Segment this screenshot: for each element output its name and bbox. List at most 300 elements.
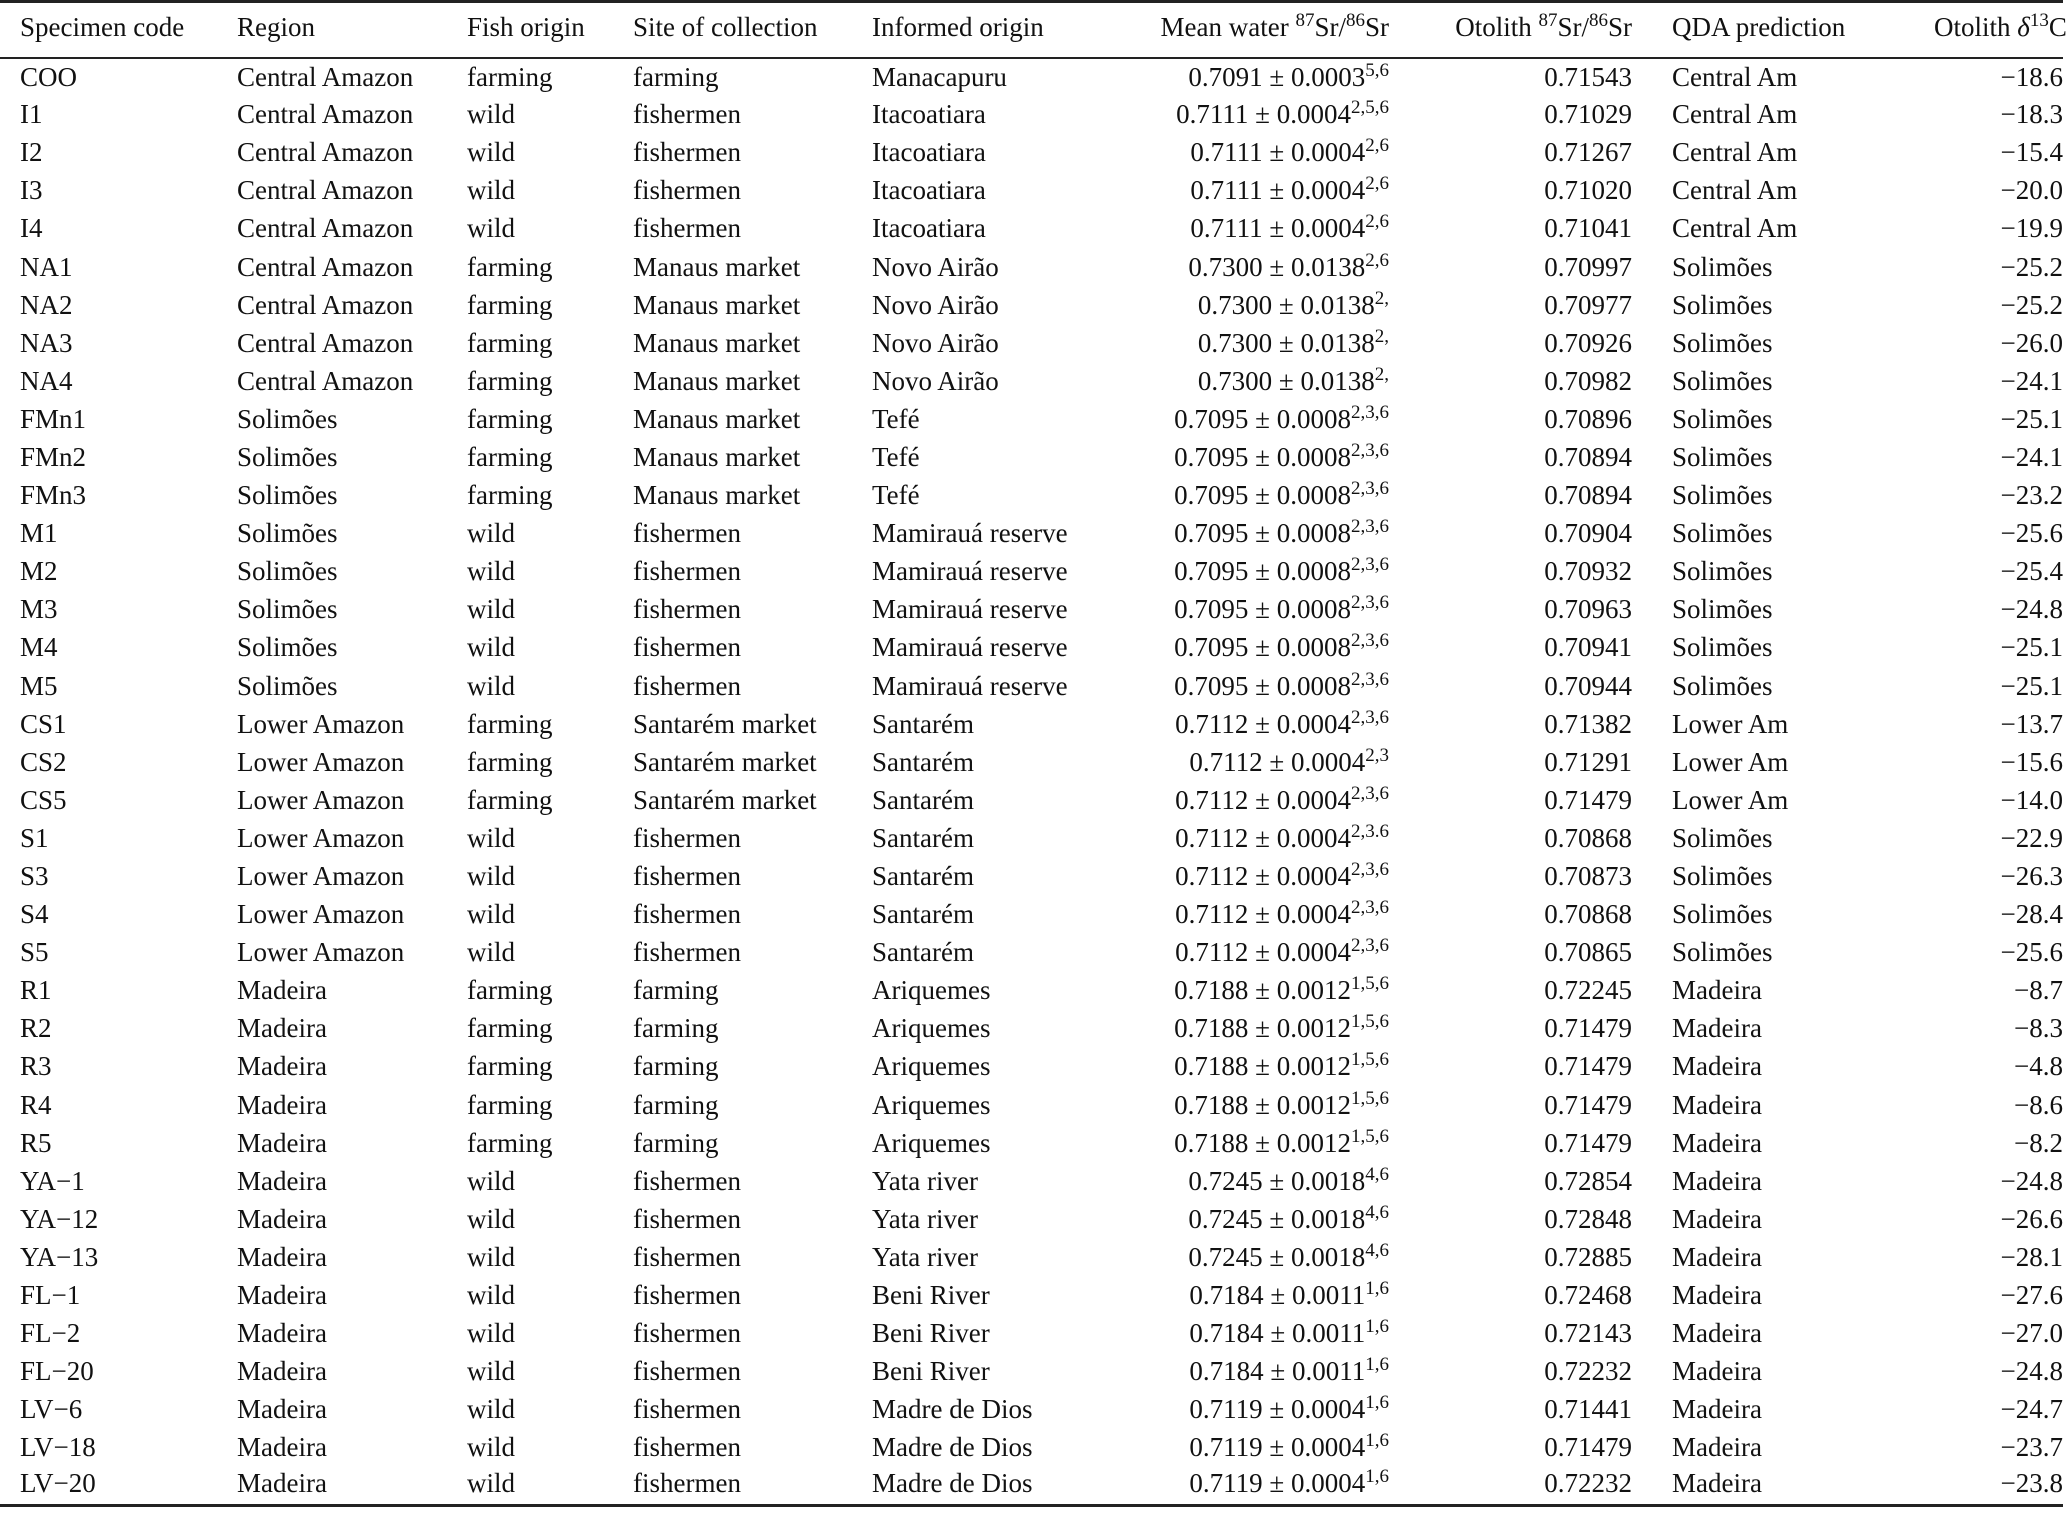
table-row xyxy=(0,705,2063,743)
cell-mean-water-value: 0.7095 ± 0.0008 xyxy=(1174,556,1351,587)
cell-specimen-code: FMn3 xyxy=(20,480,87,511)
cell-otolith-d13c: −25.2 xyxy=(2000,251,2063,282)
cell-qda-prediction: Solimões xyxy=(1672,403,1773,434)
cell-spacer xyxy=(1632,1124,1672,1162)
table-row xyxy=(0,1048,2063,1086)
cell-informed-origin: Yata river xyxy=(872,1241,978,1272)
cell-otolith-d13c: −25.6 xyxy=(2000,937,2063,968)
cell-region: Solimões xyxy=(237,480,338,511)
cell-site-of-collection: Manaus market xyxy=(633,327,801,358)
cell-mean-water-value: 0.7188 ± 0.0012 xyxy=(1174,1089,1351,1120)
cell-region: Central Amazon xyxy=(237,327,414,358)
cell-otolith-d13c: −15.6 xyxy=(2000,746,2063,777)
cell-mean-water-sr xyxy=(1084,1238,1389,1276)
cell-reference-superscript: 2,3,6 xyxy=(1351,706,1389,728)
cell-qda-prediction: Solimões xyxy=(1672,594,1773,625)
cell-reference-superscript: 2,3,6 xyxy=(1351,439,1389,461)
cell-region: Central Amazon xyxy=(237,99,414,130)
cell-fish-origin: wild xyxy=(467,1241,516,1272)
cell-qda-prediction: Solimões xyxy=(1672,365,1773,396)
cell-mean-water-value: 0.7095 ± 0.0008 xyxy=(1174,403,1351,434)
cell-spacer xyxy=(1632,743,1672,781)
cell-site-of-collection: farming xyxy=(633,1127,719,1158)
cell-region: Lower Amazon xyxy=(237,708,405,739)
cell-otolith-sr: 0.70932 xyxy=(1544,556,1632,587)
cell-spacer xyxy=(1632,248,1672,286)
header-otolith-sr-b: Sr xyxy=(1607,12,1632,43)
table-row xyxy=(0,1200,2063,1238)
table-row xyxy=(0,58,2063,96)
header-mean-water-sr xyxy=(1084,2,1389,58)
cell-mean-water-value: 0.7184 ± 0.0011 xyxy=(1189,1280,1366,1311)
cell-mean-water-sr xyxy=(1084,934,1389,972)
cell-qda-prediction: Madeira xyxy=(1672,1467,1934,1505)
cell-region: Madeira xyxy=(237,1356,327,1387)
cell-region: Madeira xyxy=(237,1394,327,1425)
cell-otolith-sr: 0.70865 xyxy=(1544,937,1632,968)
cell-spacer xyxy=(1632,591,1672,629)
cell-spacer xyxy=(1632,1353,1672,1391)
table-row xyxy=(0,286,2063,324)
cell-site-of-collection: farming xyxy=(633,1051,719,1082)
cell-specimen-code: I4 xyxy=(20,213,43,244)
cell-qda-prediction: Solimões xyxy=(1672,632,1773,663)
cell-informed-origin: Itacoatiara xyxy=(872,137,986,168)
cell-specimen-code: M1 xyxy=(20,518,58,549)
cell-specimen-code: LV−18 xyxy=(20,1432,96,1463)
cell-otolith-sr: 0.71543 xyxy=(1544,61,1632,92)
cell-spacer xyxy=(1632,1048,1672,1086)
cell-reference-superscript: 2, xyxy=(1374,325,1389,347)
cell-mean-water-sr xyxy=(1084,629,1389,667)
header-region: Region xyxy=(237,2,467,58)
cell-site-of-collection: fishermen xyxy=(633,861,741,892)
table-row xyxy=(0,1429,2063,1467)
cell-reference-superscript: 1,6 xyxy=(1365,1430,1389,1452)
cell-mean-water-sr xyxy=(1084,819,1389,857)
cell-spacer xyxy=(1632,896,1672,934)
cell-otolith-d13c: −25.4 xyxy=(2000,556,2063,587)
cell-informed-origin: Ariquemes xyxy=(872,975,991,1006)
cell-spacer xyxy=(1632,1162,1672,1200)
table-row xyxy=(0,134,2063,172)
cell-fish-origin: farming xyxy=(467,365,553,396)
cell-mean-water-sr xyxy=(1084,705,1389,743)
cell-mean-water-value: 0.7112 ± 0.0004 xyxy=(1189,746,1366,777)
cell-spacer xyxy=(1632,134,1672,172)
cell-fish-origin: wild xyxy=(467,213,516,244)
cell-otolith-d13c: −23.8 xyxy=(1934,1467,2063,1505)
cell-mean-water-sr xyxy=(1084,134,1389,172)
cell-region: Madeira xyxy=(237,975,327,1006)
cell-informed-origin: Mamirauá reserve xyxy=(872,594,1068,625)
cell-mean-water-value: 0.7245 ± 0.0018 xyxy=(1188,1165,1366,1196)
cell-mean-water-sr xyxy=(1084,1429,1389,1467)
header-fish-origin: Fish origin xyxy=(467,2,633,58)
cell-informed-origin: Yata river xyxy=(872,1165,978,1196)
table-row xyxy=(0,438,2063,476)
cell-region: Lower Amazon xyxy=(237,861,405,892)
cell-qda-prediction: Madeira xyxy=(1672,1356,1762,1387)
cell-mean-water-value: 0.7095 ± 0.0008 xyxy=(1174,441,1351,472)
header-otolith-sr-a: Sr/ xyxy=(1557,12,1589,43)
cell-informed-origin: Tefé xyxy=(872,403,920,434)
cell-fish-origin: farming xyxy=(467,784,553,815)
cell-spacer xyxy=(1632,819,1672,857)
cell-mean-water-sr xyxy=(1084,477,1389,515)
cell-otolith-d13c: −24.8 xyxy=(2000,594,2063,625)
cell-spacer xyxy=(1632,1315,1672,1353)
cell-site-of-collection: Manaus market xyxy=(633,289,801,320)
cell-fish-origin: wild xyxy=(467,137,516,168)
cell-mean-water-value: 0.7300 ± 0.0138 xyxy=(1197,289,1375,320)
cell-otolith-sr: 0.72245 xyxy=(1544,975,1632,1006)
cell-fish-origin: farming xyxy=(467,403,553,434)
cell-region: Solimões xyxy=(237,518,338,549)
cell-reference-superscript: 1,5,6 xyxy=(1351,973,1389,995)
cell-fish-origin: farming xyxy=(467,708,553,739)
cell-site-of-collection: farming xyxy=(633,1089,719,1120)
cell-informed-origin: Yata river xyxy=(872,1203,978,1234)
header-otolith-sr xyxy=(1389,2,1632,58)
cell-otolith-d13c: −28.4 xyxy=(2000,899,2063,930)
cell-mean-water-value: 0.7245 ± 0.0018 xyxy=(1188,1203,1366,1234)
cell-qda-prediction: Solimões xyxy=(1672,556,1773,587)
cell-otolith-sr: 0.70941 xyxy=(1544,632,1632,663)
cell-qda-prediction: Solimões xyxy=(1672,899,1773,930)
header-c: C xyxy=(2048,12,2067,43)
cell-fish-origin: wild xyxy=(467,556,516,587)
header-otolith-sup-86: 86 xyxy=(1588,10,1608,32)
table-row xyxy=(0,172,2063,210)
cell-informed-origin: Ariquemes xyxy=(872,1089,991,1120)
cell-qda-prediction: Solimões xyxy=(1672,937,1773,968)
cell-otolith-d13c: −8.3 xyxy=(2014,1013,2063,1044)
cell-qda-prediction: Solimões xyxy=(1672,289,1773,320)
cell-fish-origin: wild xyxy=(467,632,516,663)
header-sr-a: Sr/ xyxy=(1314,12,1346,43)
cell-specimen-code: I1 xyxy=(20,99,43,130)
cell-site-of-collection: fishermen xyxy=(633,1432,741,1463)
cell-specimen-code: LV−20 xyxy=(0,1467,237,1505)
cell-qda-prediction: Madeira xyxy=(1672,1051,1762,1082)
cell-region: Madeira xyxy=(237,1467,467,1505)
cell-otolith-d13c: −22.9 xyxy=(2000,822,2063,853)
header-sup-13: 13 xyxy=(2029,10,2049,32)
cell-otolith-d13c: −25.1 xyxy=(2000,670,2063,701)
cell-qda-prediction: Central Am xyxy=(1672,137,1798,168)
table-row xyxy=(0,819,2063,857)
cell-mean-water-sr xyxy=(1084,324,1389,362)
cell-otolith-sr: 0.72468 xyxy=(1544,1280,1632,1311)
cell-site-of-collection: Manaus market xyxy=(633,365,801,396)
cell-mean-water-sr xyxy=(1084,591,1389,629)
cell-informed-origin: Novo Airão xyxy=(872,365,999,396)
cell-reference-superscript: 2,3,6 xyxy=(1351,516,1389,538)
cell-site-of-collection: fishermen xyxy=(633,213,741,244)
header-sup-86: 86 xyxy=(1345,10,1365,32)
cell-specimen-code: FMn2 xyxy=(20,441,87,472)
cell-fish-origin: wild xyxy=(467,937,516,968)
cell-otolith-sr: 0.70896 xyxy=(1544,403,1632,434)
cell-reference-superscript: 2,3,6 xyxy=(1351,935,1389,957)
cell-fish-origin: farming xyxy=(467,327,553,358)
cell-mean-water-sr xyxy=(1084,58,1389,96)
cell-region: Lower Amazon xyxy=(237,937,405,968)
cell-informed-origin: Mamirauá reserve xyxy=(872,556,1068,587)
table-row xyxy=(0,743,2063,781)
cell-informed-origin: Beni River xyxy=(872,1280,990,1311)
cell-informed-origin: Novo Airão xyxy=(872,327,999,358)
cell-reference-superscript: 2,3,6 xyxy=(1351,782,1389,804)
cell-otolith-sr: 0.70926 xyxy=(1544,327,1632,358)
table-row xyxy=(0,553,2063,591)
cell-qda-prediction: Lower Am xyxy=(1672,746,1789,777)
cell-fish-origin: wild xyxy=(467,899,516,930)
cell-region: Madeira xyxy=(237,1280,327,1311)
cell-informed-origin: Novo Airão xyxy=(872,289,999,320)
cell-specimen-code: CS5 xyxy=(20,784,67,815)
table-row xyxy=(0,934,2063,972)
cell-mean-water-value: 0.7111 ± 0.0004 xyxy=(1190,213,1366,244)
cell-otolith-sr: 0.71382 xyxy=(1544,708,1632,739)
cell-otolith-d13c: −26.0 xyxy=(2000,327,2063,358)
cell-informed-origin: Tefé xyxy=(872,480,920,511)
cell-mean-water-value: 0.7184 ± 0.0011 xyxy=(1189,1356,1366,1387)
cell-reference-superscript: 1,5,6 xyxy=(1351,1011,1389,1033)
cell-qda-prediction: Central Am xyxy=(1672,213,1798,244)
cell-mean-water-value: 0.7112 ± 0.0004 xyxy=(1175,784,1351,815)
cell-qda-prediction: Solimões xyxy=(1672,518,1773,549)
cell-specimen-code: NA4 xyxy=(20,365,73,396)
cell-otolith-sr: 0.72848 xyxy=(1544,1203,1632,1234)
cell-qda-prediction: Madeira xyxy=(1672,1280,1762,1311)
cell-region: Central Amazon xyxy=(237,251,414,282)
header-row xyxy=(0,2,2063,58)
cell-informed-origin: Madre de Dios xyxy=(872,1394,1033,1425)
cell-spacer xyxy=(1632,324,1672,362)
cell-spacer xyxy=(1632,781,1672,819)
header-informed-origin: Informed origin xyxy=(872,2,1084,58)
cell-region: Solimões xyxy=(237,594,338,625)
cell-reference-superscript: 2, xyxy=(1374,287,1389,309)
cell-informed-origin: Madre de Dios xyxy=(872,1432,1033,1463)
header-d13c-label: Otolith xyxy=(1934,12,2018,43)
cell-region: Madeira xyxy=(237,1203,327,1234)
cell-qda-prediction: Madeira xyxy=(1672,1241,1762,1272)
cell-spacer xyxy=(1632,1238,1672,1276)
cell-fish-origin: farming xyxy=(467,746,553,777)
cell-spacer xyxy=(1632,362,1672,400)
cell-otolith-d13c: −14.0 xyxy=(2000,784,2063,815)
cell-informed-origin: Santarém xyxy=(872,822,974,853)
cell-spacer xyxy=(1632,1467,1672,1505)
cell-qda-prediction: Solimões xyxy=(1672,822,1773,853)
cell-reference-superscript: 1,5,6 xyxy=(1351,1049,1389,1071)
cell-mean-water-sr xyxy=(1084,667,1389,705)
cell-spacer xyxy=(1632,477,1672,515)
cell-mean-water-value: 0.7300 ± 0.0138 xyxy=(1197,365,1375,396)
cell-fish-origin: wild xyxy=(467,1280,516,1311)
cell-fish-origin: farming xyxy=(467,480,553,511)
cell-mean-water-value: 0.7091 ± 0.0003 xyxy=(1188,61,1366,92)
cell-site-of-collection: farming xyxy=(633,61,719,92)
cell-fish-origin: wild xyxy=(467,670,516,701)
cell-spacer xyxy=(1632,210,1672,248)
cell-site-of-collection: fishermen xyxy=(633,632,741,663)
cell-mean-water-value: 0.7095 ± 0.0008 xyxy=(1174,594,1351,625)
cell-specimen-code: FL−2 xyxy=(20,1318,81,1349)
cell-site-of-collection: fishermen xyxy=(633,1165,741,1196)
cell-informed-origin: Ariquemes xyxy=(872,1013,991,1044)
cell-site-of-collection: farming xyxy=(633,975,719,1006)
cell-reference-superscript: 1,6 xyxy=(1365,1392,1389,1414)
cell-otolith-sr: 0.70868 xyxy=(1544,899,1632,930)
table-row xyxy=(0,896,2063,934)
cell-region: Lower Amazon xyxy=(237,746,405,777)
header-spacer xyxy=(1632,2,1672,58)
cell-qda-prediction: Lower Am xyxy=(1672,784,1789,815)
cell-otolith-d13c: −27.6 xyxy=(2000,1280,2063,1311)
cell-reference-superscript: 2,3 xyxy=(1365,744,1389,766)
cell-otolith-d13c: −23.2 xyxy=(2000,480,2063,511)
cell-otolith-sr: 0.72854 xyxy=(1544,1165,1632,1196)
cell-site-of-collection: Manaus market xyxy=(633,441,801,472)
cell-otolith-sr: 0.71020 xyxy=(1544,175,1632,206)
cell-otolith-d13c: −27.0 xyxy=(2000,1318,2063,1349)
cell-reference-superscript: 2,6 xyxy=(1365,211,1389,233)
cell-region: Madeira xyxy=(237,1127,327,1158)
cell-otolith-d13c: −8.2 xyxy=(2014,1127,2063,1158)
cell-informed-origin: Novo Airão xyxy=(872,251,999,282)
cell-reference-superscript: 1,6 xyxy=(1365,1354,1389,1376)
cell-fish-origin: wild xyxy=(467,518,516,549)
cell-otolith-sr: 0.71479 xyxy=(1544,1051,1632,1082)
cell-site-of-collection: fishermen xyxy=(633,99,741,130)
cell-mean-water-sr xyxy=(1084,1353,1389,1391)
cell-specimen-code: FMn1 xyxy=(20,403,87,434)
cell-spacer xyxy=(1632,400,1672,438)
table-row xyxy=(0,362,2063,400)
cell-region: Madeira xyxy=(237,1165,327,1196)
cell-fish-origin: farming xyxy=(467,1051,553,1082)
cell-fish-origin: wild xyxy=(467,861,516,892)
cell-otolith-d13c: −25.6 xyxy=(2000,518,2063,549)
cell-otolith-d13c: −18.6 xyxy=(2000,61,2063,92)
header-sr-b: Sr xyxy=(1364,12,1389,43)
cell-fish-origin: farming xyxy=(467,441,553,472)
cell-specimen-code: S3 xyxy=(20,861,49,892)
cell-fish-origin: farming xyxy=(467,1089,553,1120)
cell-mean-water-value: 0.7188 ± 0.0012 xyxy=(1174,1127,1351,1158)
cell-mean-water-sr xyxy=(1084,1086,1389,1124)
cell-qda-prediction: Madeira xyxy=(1672,1165,1762,1196)
cell-reference-superscript: 4,6 xyxy=(1365,1239,1389,1261)
cell-mean-water-value: 0.7300 ± 0.0138 xyxy=(1188,251,1366,282)
cell-site-of-collection: Santarém market xyxy=(633,784,817,815)
header-otolith-d13c xyxy=(1934,2,2067,58)
cell-qda-prediction: Lower Am xyxy=(1672,708,1789,739)
cell-otolith-d13c: −26.6 xyxy=(2000,1203,2063,1234)
cell-qda-prediction: Madeira xyxy=(1672,1318,1762,1349)
cell-otolith-sr: 0.70868 xyxy=(1544,822,1632,853)
cell-reference-superscript: 1,6 xyxy=(1365,1316,1389,1338)
header-delta-symbol: δ xyxy=(2017,12,2030,43)
cell-qda-prediction: Solimões xyxy=(1672,251,1773,282)
cell-mean-water-value: 0.7112 ± 0.0004 xyxy=(1175,937,1351,968)
cell-site-of-collection: fishermen xyxy=(633,1394,741,1425)
cell-qda-prediction: Madeira xyxy=(1672,1013,1762,1044)
cell-mean-water-value: 0.7095 ± 0.0008 xyxy=(1174,670,1351,701)
cell-mean-water-sr xyxy=(1084,857,1389,895)
cell-mean-water-sr xyxy=(1084,896,1389,934)
cell-spacer xyxy=(1632,438,1672,476)
table-row xyxy=(0,324,2063,362)
cell-site-of-collection: fishermen xyxy=(633,594,741,625)
cell-otolith-sr: 0.70873 xyxy=(1544,861,1632,892)
cell-site-of-collection: fishermen xyxy=(633,137,741,168)
cell-qda-prediction: Solimões xyxy=(1672,861,1773,892)
cell-informed-origin: Santarém xyxy=(872,784,974,815)
cell-spacer xyxy=(1632,629,1672,667)
cell-site-of-collection: fishermen xyxy=(633,556,741,587)
cell-site-of-collection: fishermen xyxy=(633,1203,741,1234)
cell-fish-origin: wild xyxy=(467,822,516,853)
cell-otolith-sr: 0.71267 xyxy=(1544,137,1632,168)
cell-fish-origin: wild xyxy=(467,1356,516,1387)
cell-informed-origin: Itacoatiara xyxy=(872,213,986,244)
cell-site-of-collection: fishermen xyxy=(633,1241,741,1272)
header-otolith-sup-87: 87 xyxy=(1538,10,1558,32)
cell-specimen-code: NA2 xyxy=(20,289,73,320)
cell-mean-water-value: 0.7095 ± 0.0008 xyxy=(1174,518,1351,549)
cell-otolith-sr: 0.70977 xyxy=(1544,289,1632,320)
cell-mean-water-value: 0.7184 ± 0.0011 xyxy=(1189,1318,1366,1349)
cell-mean-water-sr xyxy=(1084,1467,1389,1505)
cell-qda-prediction: Madeira xyxy=(1672,1127,1762,1158)
table-row xyxy=(0,781,2063,819)
cell-region: Central Amazon xyxy=(237,175,414,206)
cell-reference-superscript: 2,6 xyxy=(1365,249,1389,271)
table-row xyxy=(0,972,2063,1010)
table-row xyxy=(0,1315,2063,1353)
cell-reference-superscript: 2,3,6 xyxy=(1351,592,1389,614)
header-site-of-collection: Site of collection xyxy=(633,2,872,58)
cell-region: Lower Amazon xyxy=(237,899,405,930)
cell-otolith-sr: 0.72143 xyxy=(1544,1318,1632,1349)
cell-qda-prediction: Central Am xyxy=(1672,99,1798,130)
cell-site-of-collection: Manaus market xyxy=(633,251,801,282)
cell-fish-origin: farming xyxy=(467,1127,553,1158)
cell-mean-water-sr xyxy=(1084,1162,1389,1200)
cell-qda-prediction: Solimões xyxy=(1672,327,1773,358)
cell-mean-water-value: 0.7112 ± 0.0004 xyxy=(1175,861,1351,892)
table-row xyxy=(0,1391,2063,1429)
cell-mean-water-sr xyxy=(1084,210,1389,248)
cell-reference-superscript: 2,6 xyxy=(1365,135,1389,157)
cell-informed-origin: Manacapuru xyxy=(872,61,1007,92)
cell-fish-origin: wild xyxy=(467,1467,633,1505)
cell-mean-water-sr xyxy=(1084,553,1389,591)
cell-informed-origin: Ariquemes xyxy=(872,1051,991,1082)
table-row xyxy=(0,667,2063,705)
cell-qda-prediction: Madeira xyxy=(1672,1394,1762,1425)
cell-region: Lower Amazon xyxy=(237,784,405,815)
cell-reference-superscript: 4,6 xyxy=(1365,1201,1389,1223)
cell-specimen-code: M3 xyxy=(20,594,58,625)
table-row xyxy=(0,857,2063,895)
cell-specimen-code: S4 xyxy=(20,899,49,930)
